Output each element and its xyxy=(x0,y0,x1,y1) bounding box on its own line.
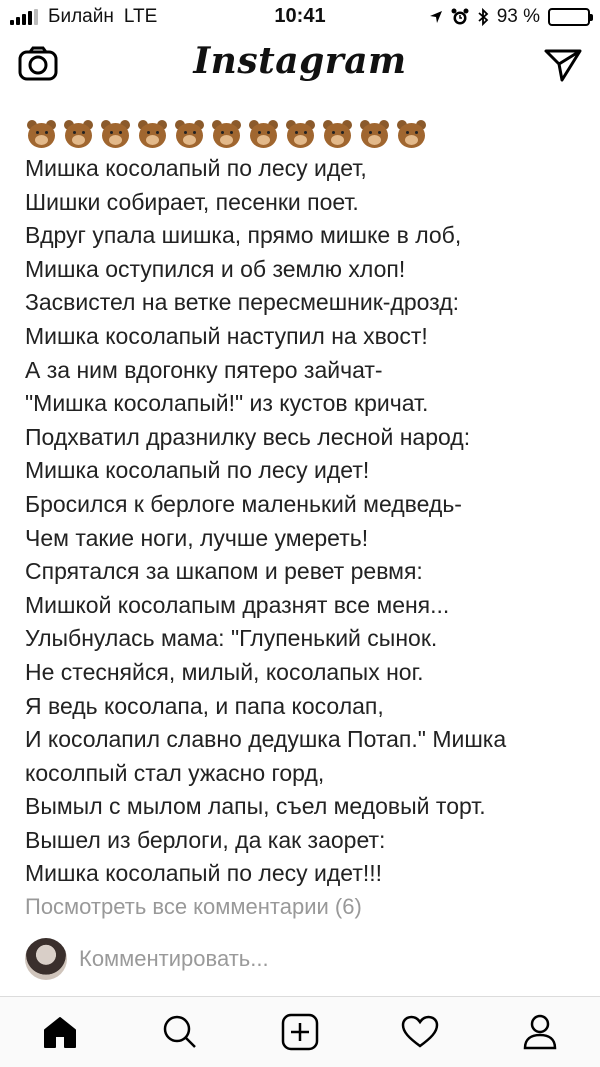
search-icon xyxy=(162,1014,198,1050)
caption-line: Бросился к берлоге маленький медведь- xyxy=(25,490,462,517)
home-icon xyxy=(42,1015,78,1049)
app-header xyxy=(0,34,600,98)
caption-line: Мишкой косолапым дразнят все меня... xyxy=(25,591,450,618)
alarm-icon xyxy=(451,8,469,26)
caption-line: Вышел из берлоги, да как заорет: xyxy=(25,826,386,853)
post-caption-area xyxy=(0,82,600,997)
avatar xyxy=(25,938,67,980)
tab-activity[interactable] xyxy=(390,1002,450,1062)
caption-line: Не стесняйся, милый, косолапых ног. xyxy=(25,658,424,685)
caption-line: Мишка косолапый по лесу идет!!! xyxy=(25,860,383,887)
bear-emoji-icon xyxy=(358,118,391,148)
caption-line: Засвистел на ветке пересмешник-дрозд: xyxy=(25,289,460,316)
bear-emoji-icon xyxy=(173,118,206,148)
caption-line: Шишки собирает, песенки поет. xyxy=(25,188,359,215)
caption-line: А за ним вдогонку пятеро зайчат- xyxy=(25,356,383,383)
battery-percent: 93 % xyxy=(496,6,540,27)
caption-line: Чем такие ноги, лучше умереть! xyxy=(25,524,369,551)
comment-input[interactable]: Комментировать... xyxy=(79,946,269,971)
bear-emoji-icon xyxy=(210,118,243,148)
caption-line: Улыбнулась мама: "Глупенький сынок. xyxy=(25,625,438,652)
status-bar xyxy=(0,0,600,34)
bear-emoji-row xyxy=(25,118,428,148)
tab-add-post[interactable] xyxy=(270,1002,330,1062)
location-arrow-icon xyxy=(429,10,443,24)
caption-line: Мишка оступился и об землю хлоп! xyxy=(25,255,406,282)
caption-line: Мишка косолапый по лесу идет, xyxy=(25,155,367,181)
bear-emoji-icon xyxy=(395,118,428,148)
caption-line: Я ведь косолапа, и папа косолап, xyxy=(25,692,384,719)
bottom-tab-bar xyxy=(0,996,600,1067)
bear-emoji-icon xyxy=(247,118,280,148)
send-icon[interactable] xyxy=(544,48,582,82)
tab-search[interactable] xyxy=(150,1002,210,1062)
caption-line: И косолапил славно дедушка Потап." Мишка xyxy=(25,726,507,753)
add-post-icon xyxy=(281,1013,319,1051)
caption-line: Подхватил дразнилку весь лесной народ: xyxy=(25,423,471,450)
activity-heart-icon xyxy=(401,1015,439,1049)
caption-line: Вдруг упала шишка, прямо мишке в лоб, xyxy=(25,222,462,249)
carrier-name: Билайн xyxy=(48,6,114,27)
bear-emoji-icon xyxy=(62,118,95,148)
bear-emoji-icon xyxy=(136,118,169,148)
view-all-comments-link[interactable]: Посмотреть все комментарии (6) xyxy=(25,894,362,919)
bear-emoji-icon xyxy=(99,118,132,148)
tab-home[interactable] xyxy=(30,1002,90,1062)
caption-line: косолпый стал ужасно горд, xyxy=(25,759,325,786)
instagram-logo[interactable]: Instagram xyxy=(193,40,407,82)
clock: 10:41 xyxy=(274,5,326,27)
bluetooth-icon xyxy=(477,8,489,26)
profile-icon xyxy=(523,1014,557,1050)
bear-emoji-icon xyxy=(284,118,317,148)
add-comment-row[interactable] xyxy=(25,938,269,980)
caption-line: Мишка косолапый по лесу идет! xyxy=(25,457,370,484)
caption-line: Спрятался за шкапом и ревет ревмя: xyxy=(25,558,423,585)
bear-emoji-icon xyxy=(25,118,58,148)
caption-line: Вымыл с мылом лапы, съел медовый торт. xyxy=(25,793,486,820)
network-type: LTE xyxy=(123,6,158,27)
caption-poem xyxy=(25,152,585,891)
bear-emoji-icon xyxy=(321,118,354,148)
caption-line: Мишка косолапый наступил на хвост! xyxy=(25,322,428,349)
battery-icon xyxy=(548,8,590,26)
caption-line: "Мишка косолапый!" из кустов кричат. xyxy=(25,390,429,417)
tab-profile[interactable] xyxy=(510,1002,570,1062)
